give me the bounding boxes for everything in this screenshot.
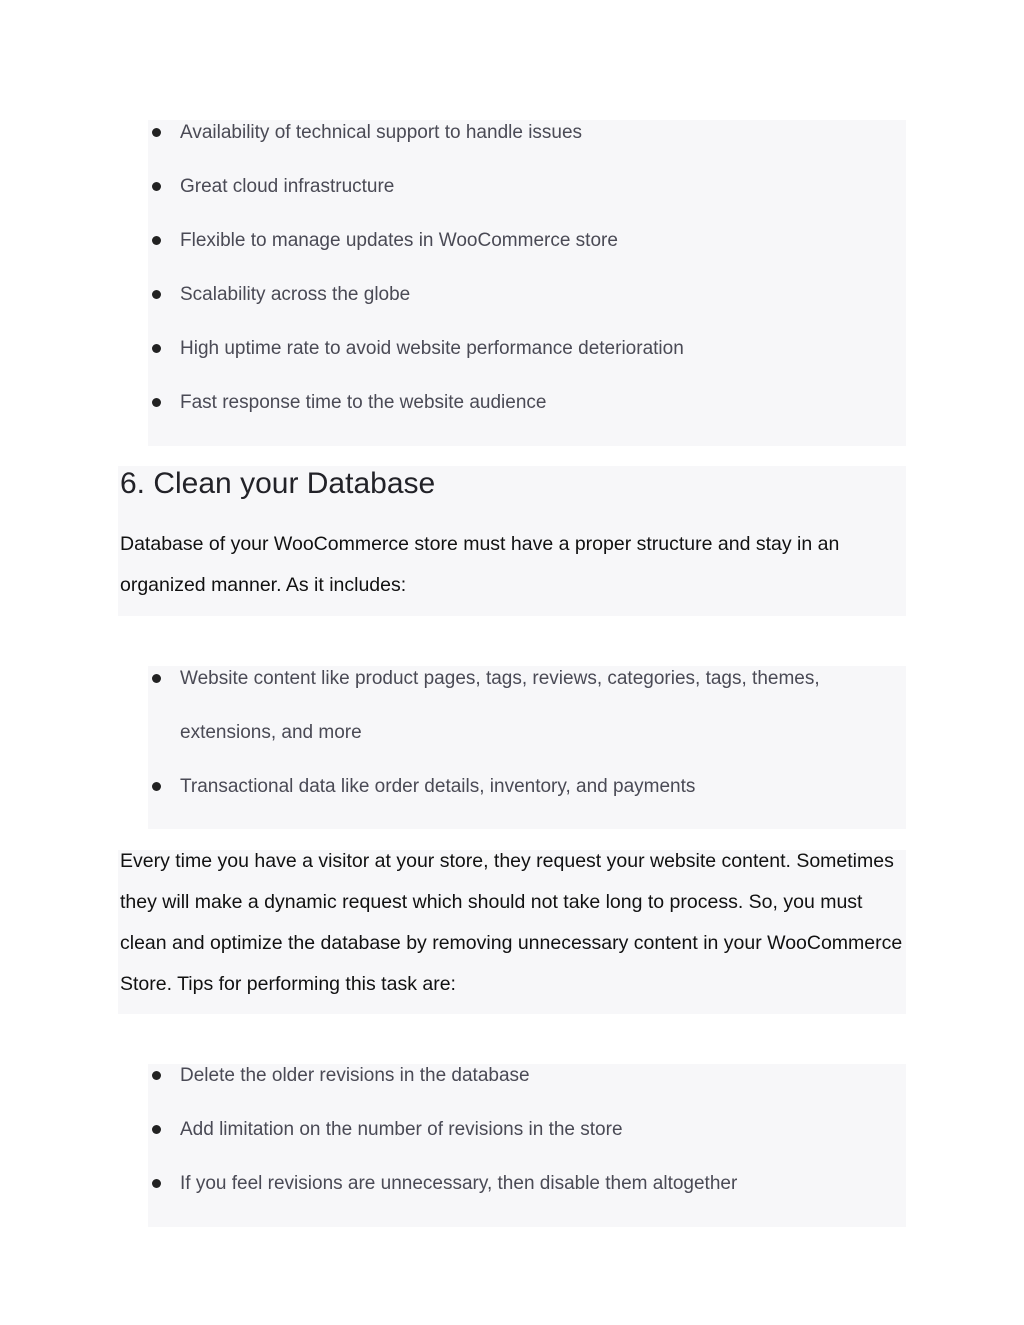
list-item: Delete the older revisions in the database bbox=[148, 1049, 906, 1103]
bullet-icon bbox=[152, 128, 161, 137]
hosting-features-block bbox=[148, 120, 906, 446]
bullet-icon bbox=[152, 1179, 161, 1188]
visitors-paragraph: Every time you have a visitor at your store, they request your website content. Sometimes they will make a dynamic request which should not take long to process. So, you must clean and optimize the database by removing unnecessary content in your WooCommerce Store. Tips for performing this task are: bbox=[120, 850, 903, 995]
section-intro-block bbox=[118, 466, 906, 616]
bullet-icon bbox=[152, 182, 161, 191]
list-item: Transactional data like order details, inventory, and payments bbox=[148, 760, 906, 814]
list-item: Website content like product pages, tags, reviews, categories, tags, themes, extensions, and more bbox=[148, 652, 880, 760]
list-item: Fast response time to the website audience bbox=[148, 376, 906, 430]
bullet-icon bbox=[152, 1071, 161, 1080]
list-item: Flexible to manage updates in WooCommerce store bbox=[148, 214, 906, 268]
bullet-icon bbox=[152, 398, 161, 407]
list-item: Scalability across the globe bbox=[148, 268, 906, 322]
bullet-icon bbox=[152, 1125, 161, 1134]
database-includes-list bbox=[148, 652, 906, 814]
bullet-icon bbox=[152, 344, 161, 353]
tips-list bbox=[148, 1049, 906, 1211]
list-item: Add limitation on the number of revisions in the store bbox=[148, 1103, 906, 1157]
tips-block bbox=[148, 1064, 906, 1227]
list-item: High uptime rate to avoid website performance deterioration bbox=[148, 322, 906, 376]
bullet-icon bbox=[152, 782, 161, 791]
list-item: Great cloud infrastructure bbox=[148, 160, 906, 214]
section-intro-text: Database of your WooCommerce store must have a proper structure and stay in an organized manner. As it includes: bbox=[120, 533, 840, 596]
list-item: If you feel revisions are unnecessary, then disable them altogether bbox=[148, 1157, 906, 1211]
bullet-icon bbox=[152, 674, 161, 683]
database-includes-block bbox=[148, 666, 906, 829]
hosting-features-list bbox=[148, 106, 906, 430]
list-item: Availability of technical support to handle issues bbox=[148, 106, 906, 160]
bullet-icon bbox=[152, 236, 161, 245]
section-heading: 6. Clean your Database bbox=[120, 467, 436, 500]
bullet-icon bbox=[152, 290, 161, 299]
visitors-paragraph-block bbox=[118, 850, 906, 1014]
